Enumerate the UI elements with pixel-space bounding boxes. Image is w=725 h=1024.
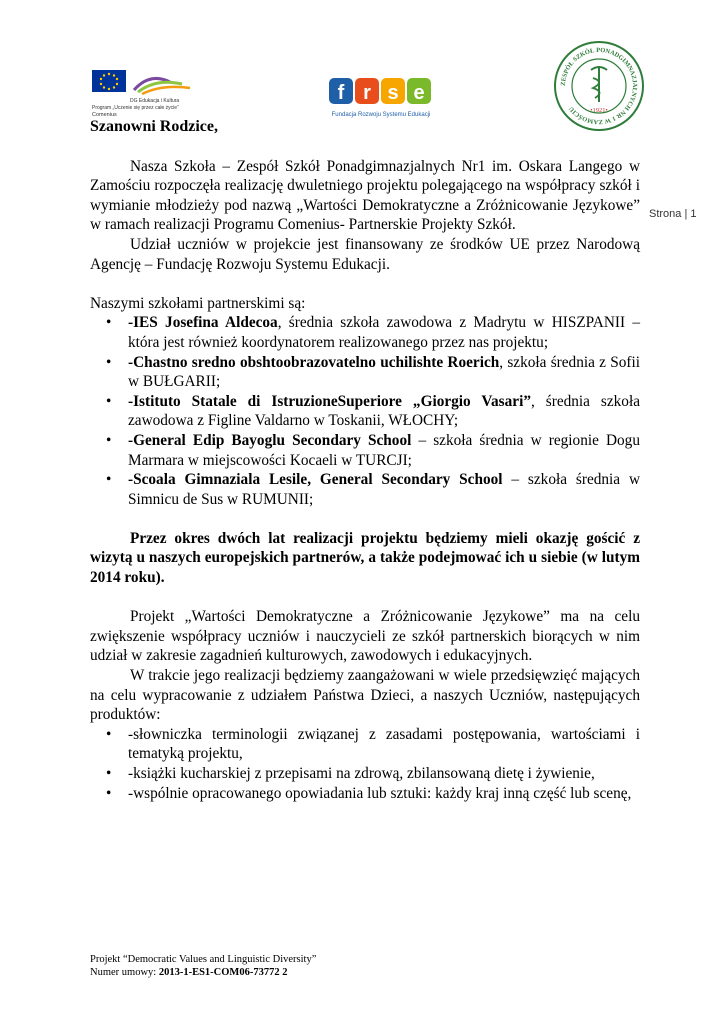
greeting: Szanowni Rodzice, bbox=[90, 118, 218, 135]
page-number: Strona | 1 bbox=[649, 208, 697, 220]
partner-name: -General Edip Bayoglu Secondary School bbox=[128, 431, 412, 449]
list-item bbox=[128, 470, 640, 509]
eu-logo-line1: DG Edukacja i Kultura bbox=[130, 98, 180, 104]
eu-logo-line2: Program „Uczenie się przez całe życie” bbox=[92, 105, 179, 111]
partner-name: -Istituto Statale di IstruzioneSuperiore „Giorgio Vasari” bbox=[128, 392, 531, 410]
list-item: • -słowniczka terminologii związanej z zasadami postępowania, wartościami i tematyką projektu, bbox=[128, 725, 640, 764]
footer-contract bbox=[90, 966, 316, 979]
highlight-paragraph: Przez okres dwóch lat realizacji projektu będziemy mieli okazję gościć z wizytą u naszych europejskich partnerów, a także podejmować ich u siebie (w lutym 2014 roku). bbox=[90, 529, 640, 587]
list-item bbox=[128, 431, 640, 470]
partner-desc: , średnia szkoła zawodowa z Figline Valdarno w Toskanii, WŁOCHY; bbox=[128, 392, 640, 430]
footer-project: Projekt “Democratic Values and Linguistic Diversity” bbox=[90, 954, 317, 965]
frse-caption: Fundacja Rozwoju Systemu Edukacji bbox=[331, 112, 431, 118]
partner-desc: – szkoła średnia w regionie Dogu Marmara w miejscowości Kocaeli w TURCJI; bbox=[128, 431, 640, 469]
list-item bbox=[128, 392, 640, 431]
frse-letter-s: s bbox=[387, 82, 399, 104]
list-item: • -wspólnie opracowanego opowiadania lub sztuki: każdy kraj inną część lub scenę, bbox=[128, 784, 640, 804]
page-footer bbox=[90, 953, 316, 979]
eu-logo-line3: Comenius bbox=[92, 112, 117, 118]
partner-desc: , szkoła średnia z Sofii w BUŁGARII; bbox=[128, 353, 640, 391]
partner-name: -Chastno sredno obshtoobrazovatelno uchilishte Roerich bbox=[128, 353, 500, 371]
list-item bbox=[128, 313, 640, 352]
seal-ring-text: ZESPÓŁ SZKÓŁ PONADGIMNAZJALNYCH NR 1 W ZAMOŚCIU bbox=[559, 46, 639, 126]
intro-paragraph-1: Nasza Szkoła – Zespół Szkół Ponadgimnazjalnych Nr1 im. Oskara Langego w Zamościu rozpoczęła realizację dwuletniego projektu polegającego na współpracy szkół i wymianie młodzieży pod nazwą „Wartości Demokratyczne a Zróżnicowanie Językowe” w ramach realizacji Programu Comenius- Partnerskie Projekty Szkół. bbox=[90, 157, 640, 234]
products-list bbox=[90, 725, 640, 803]
partners-intro: Naszymi szkołami partnerskimi są: bbox=[90, 294, 306, 312]
partner-name: -Scoala Gimnaziala Lesile, General Secondary School bbox=[128, 471, 503, 489]
list-item bbox=[128, 353, 640, 392]
frse-letter-e: e bbox=[413, 82, 425, 104]
partner-desc: , średnia szkoła zawodowa z Madrytu w HISZPANII – która jest również koordynatorem realizowanego przez nas projektu; bbox=[128, 314, 640, 351]
frse-letter-f: f bbox=[337, 82, 345, 104]
partners-list bbox=[90, 313, 640, 509]
list-item: • -książki kucharskiej z przepisami na zdrową, zbilansowaną dietę i żywienie, bbox=[128, 764, 640, 784]
eu-comenius-logo bbox=[90, 68, 195, 120]
partner-desc: – szkoła średnia w Simnicu de Sus w RUMUNII; bbox=[128, 471, 640, 508]
project-paragraph-1: Projekt „Wartości Demokratyczne a Zróżnicowanie Językowe” ma na celu zwiększenie współpracy uczniów i nauczycieli ze szkół partnerskich biorących w nim udział w zakresie zagadnień kulturowych, zawodowych i edukacyjnych. bbox=[90, 608, 640, 665]
partner-name: -IES Josefina Aldecoa bbox=[128, 314, 278, 332]
project-paragraph-2: W trakcie jego realizacji będziemy zaangażowani w wiele przedsięwzięć mających na celu wypracowanie z udziałem Państwa Dzieci, a naszych Uczniów, następujących produktów: bbox=[90, 667, 640, 724]
footer-contract-number: 2013-1-ES1-COM06-73772 2 bbox=[158, 967, 288, 978]
seal-year: •1921• bbox=[590, 107, 608, 114]
letter-body bbox=[90, 117, 640, 803]
frse-letter-r: r bbox=[363, 82, 371, 104]
footer-contract-label: Numer umowy: bbox=[90, 967, 159, 978]
intro-paragraph-2: Udział uczniów w projekcie jest finansowany ze środków UE przez Narodową Agencję – Fundację Rozwoju Systemu Edukacji. bbox=[90, 235, 640, 273]
